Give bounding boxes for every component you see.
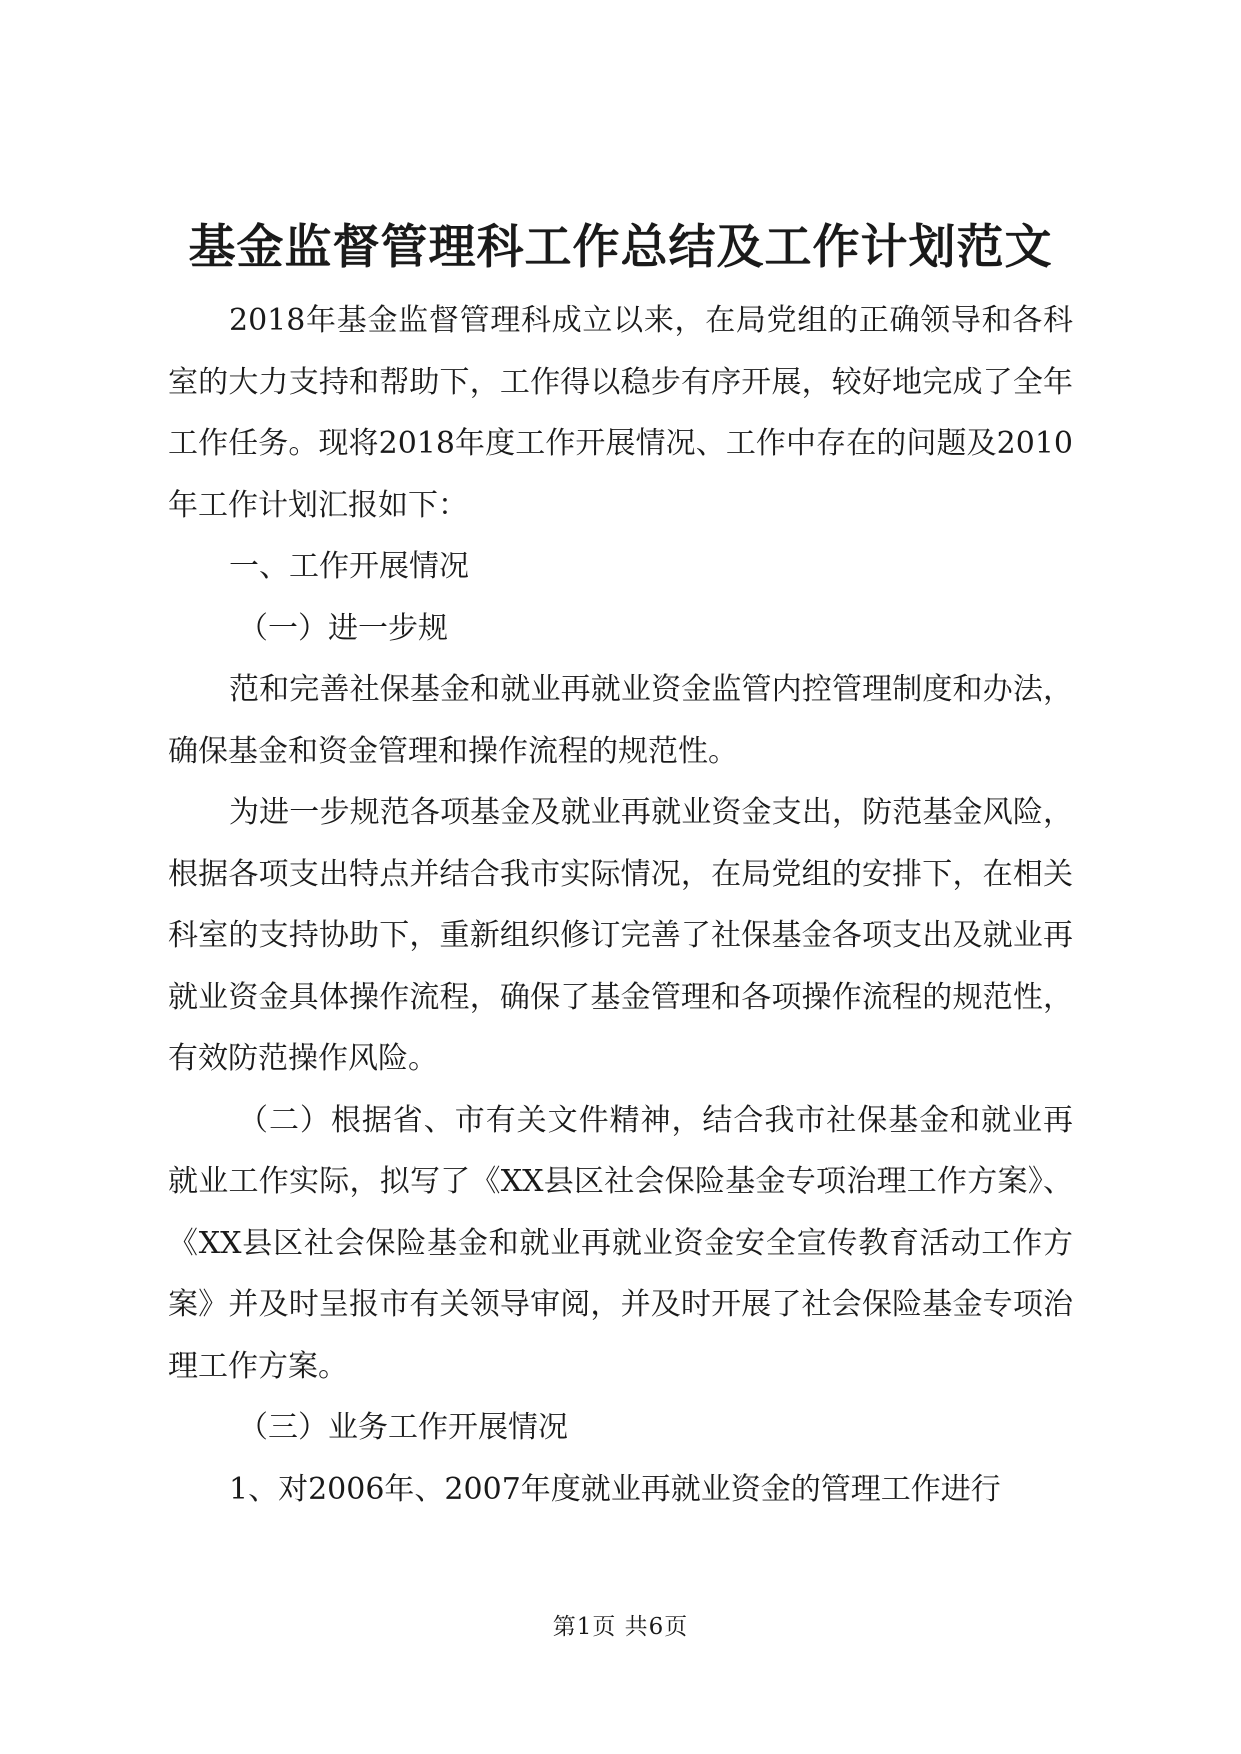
subsection-heading-3: （三）业务工作开展情况: [238, 1410, 568, 1445]
paragraph-intro: 2018年基金监督管理科成立以来，在局党组的正确领导和各科室的大力支持和帮助下，工作得以稳步有序开展，较好地完成了全年工作任务。现将2018年度工作开展情况、工作中存在的问题及2010年工作计划汇报如下：: [168, 303, 1073, 523]
subsection-heading-1: （一）进一步规: [238, 610, 448, 646]
document-title: 基金监督管理科工作总结及工作计划范文: [188, 220, 1053, 275]
section-heading-1: 一、工作开展情况: [229, 549, 469, 584]
paragraph-item-1: 1、对2006年、2007年度就业再就业资金的管理工作进行: [229, 1471, 1001, 1507]
page-footer: 第1页 共6页: [552, 1614, 689, 1640]
paragraph-process: 为进一步规范各项基金及就业再就业资金支出，防范基金风险，根据各项支出特点并结合我市实际情况，在局党组的安排下，在相关科室的支持协助下，重新组织修订完善了社保基金各项支出及就业再就业资金具体操作流程，确保了基金管理和各项操作流程的规范性，有效防范操作风险。: [168, 795, 1073, 1076]
document-body: [168, 290, 1073, 1520]
paragraph-subsection-2: （二）根据省、市有关文件精神，结合我市社保基金和就业再就业工作实际，拟写了《XX县区社会保险基金专项治理工作方案》、《XX县区社会保险基金和就业再就业资金安全宣传教育活动工作方案》并及时呈报市有关领导审阅，并及时开展了社会保险基金专项治理工作方案。: [168, 1102, 1073, 1384]
paragraph-subsection-1: 范和完善社保基金和就业再就业资金监管内控管理制度和办法，确保基金和资金管理和操作流程的规范性。: [168, 672, 1073, 769]
